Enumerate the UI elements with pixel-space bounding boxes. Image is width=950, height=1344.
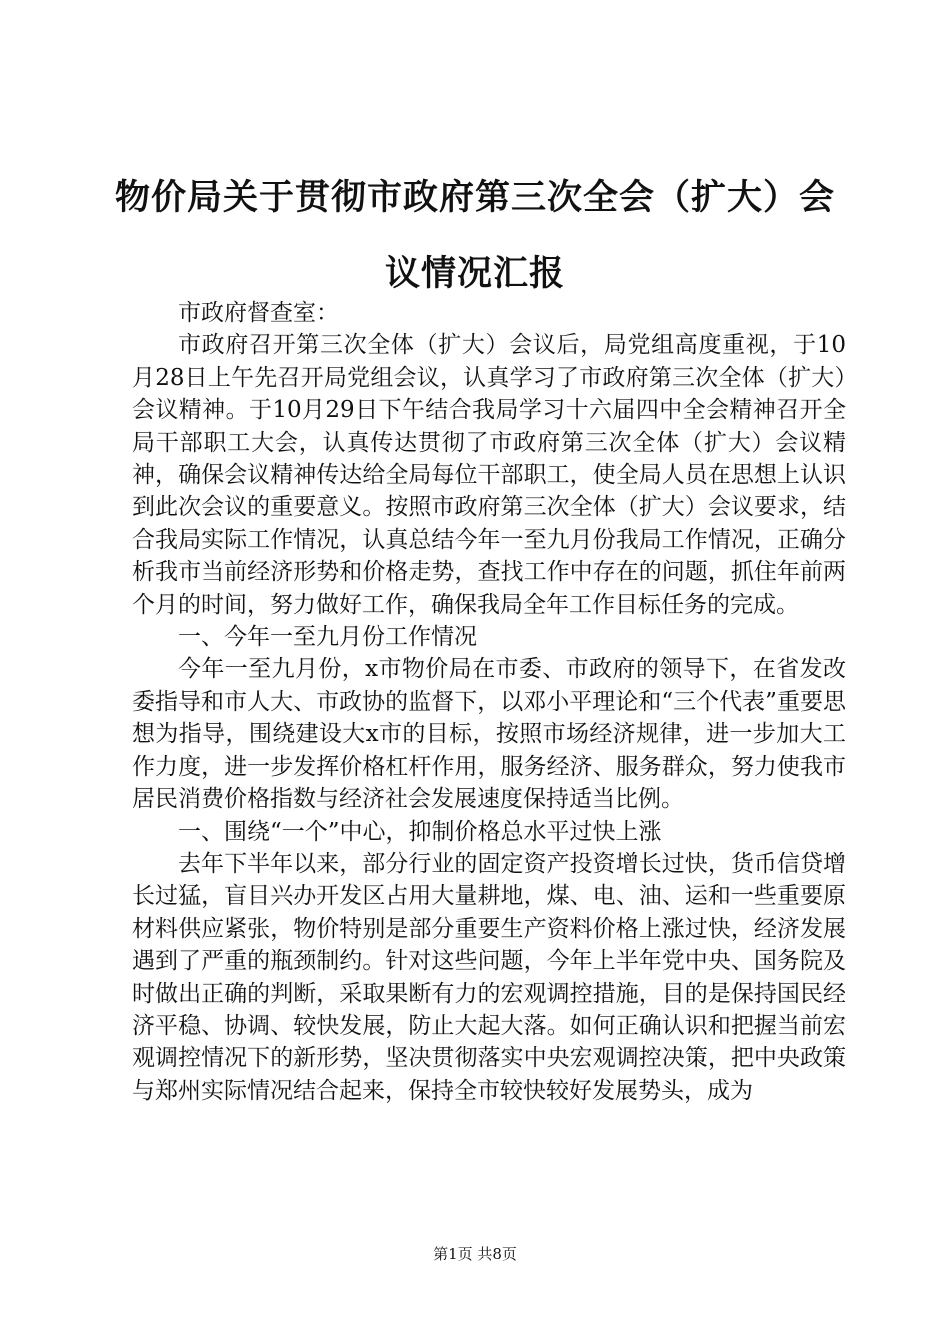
paragraph-background: 去年下半年以来，部分行业的固定资产投资增长过快，货币信贷增长过猛，盲目兴办开发区占用大量耕地，煤、电、油、运和一些重要原材料供应紧张，物价特别是部分重要生产资料价格上涨过快，经济发展遇到了严重的瓶颈制约。针对这些问题，今年上半年党中央、国务院及时做出正确的判断，采取果断有力的宏观调控措施，目的是保持国民经济平稳、协调、较快发展，防止大起大落。如何正确认识和把握当前宏观调控情况下的新形势，坚决贯彻落实中央宏观调控决策，把中央政策与郑州实际情况结合起来，保持全市较快较好发展势头，成为 [132, 850, 846, 1104]
section-heading: 一、围绕“一个”中心，抑制价格总水平过快上涨 [178, 818, 662, 845]
paragraph-overview: 今年一至九月份，x市物价局在市委、市政府的领导下，在省发改委指导和市人大、市政协的监督下，以邓小平理论和“三个代表”重要思想为指导，围绕建设大x市的目标，按照市场经济规律，进一步加大工作力度，进一步发挥价格杠杆作用，服务经济、服务群众，努力使我市居民消费价格指数与经济社会发展速度保持适当比例。 [132, 656, 846, 813]
page-number-footer: 第1页 共8页 [433, 1245, 517, 1263]
document-body [132, 297, 846, 1107]
document-title: 物价局关于贯彻市政府第三次全会（扩大）会议情况汇报 [114, 177, 835, 294]
salutation: 市政府督查室： [178, 300, 339, 326]
section-heading: 一、今年一至九月份工作情况 [178, 624, 477, 651]
paragraph-intro: 市政府召开第三次全体（扩大）会议后，局党组高度重视，于10月28日上午先召开局党组会议，认真学习了市政府第三次全体（扩大）会议精神。于10月29日下午结合我局学习十六届四中全会精神召开全局干部职工大会，认真传达贯彻了市政府第三次全体（扩大）会议精神，确保会议精神传达给全局每位干部职工，使全局人员在思想上认识到此次会议的重要意义。按照市政府第三次全体（扩大）会议要求，结合我局实际工作情况，认真总结今年一至九月份我局工作情况，正确分析我市当前经济形势和价格走势，查找工作中存在的问题，抓住年前两个月的时间，努力做好工作，确保我局全年工作目标任务的完成。 [132, 332, 846, 618]
